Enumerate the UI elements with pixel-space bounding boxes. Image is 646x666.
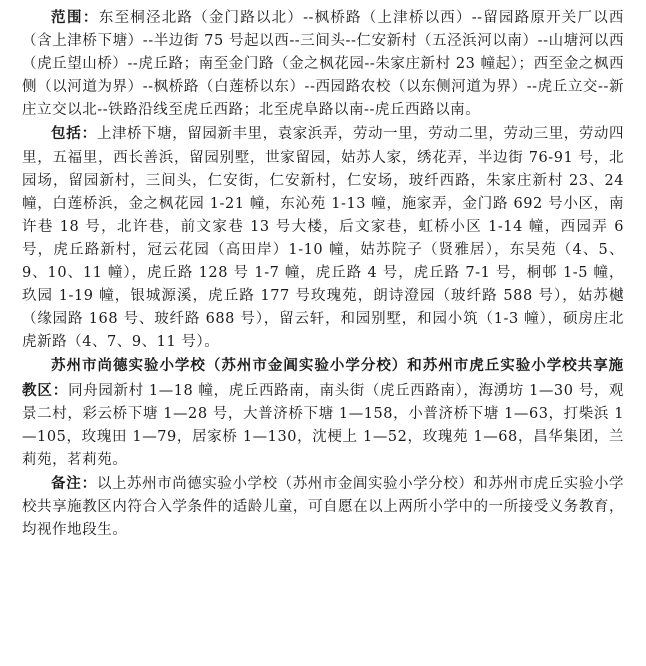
note-text: 以上苏州市尚德实验小学校（苏州市金阊实验小学分校）和苏州市虎丘实验小学校共享施教区内符合入学条件的适龄儿童，可自愿在以上两所小学中的一所接受义务教育，均视作地段生。 (22, 475, 624, 539)
includes-text: 上津桥下塘，留园新丰里，袁家浜弄，劳动一里，劳动二里，劳动三里，劳动四里，五福里，西长善浜，留园别墅，世家留园，姑苏人家，绣花弄，半边街 76-91 号，北园场，留园新村，三间头，仁安街，仁安新村，仁安场，玻纤西路，朱家庄新村 23、24 幢，白莲桥浜，金之枫花园 1-21 幢，东沁苑 1-13 幢，施家弄，金门路 692 号小区，南许巷 18 号，北许巷，前文家巷 13 号大楼，后文家巷，虹桥小区 1-14 幢，西园弄 6 号，虎丘路新村，冠云花园（高田岸）1-10 幢，姑苏院子（贤雅居），东吴苑（4、5、9、10、11 幢），虎丘路 128 号 1-7 幢，虎丘路 4 号，虎丘路 7-1 号，桐邨 1-5 幢，玖园 1-19 幢，银城源溪，虎丘路 177 号玫瑰苑，朗诗澄园（玻纤路 588 号），姑苏樾（缘园路 168 号、玻纤路 688 号），留云轩，和园别墅，和园小筑（1-3 幢），硕房庄北虎新路（4、7、9、11 号）。 (22, 126, 624, 351)
includes-paragraph (22, 122, 624, 354)
scope-label: 范围： (51, 9, 99, 26)
shared-district-text: 同舟园新村 1—18 幢，虎丘西路南，南头街（虎丘西路南），海湧坊 1—30 号，观景二村，彩云桥下塘 1—28 号，大普济桥下塘 1—158，小普济桥下塘 1—63，打柴浜 1—105，玫瑰田 1—79，居家桥 1—130，沈梗上 1—52，玫瑰苑 1—68，昌华集团，兰莉苑，茗莉苑。 (22, 382, 624, 468)
includes-label: 包括： (51, 125, 97, 143)
scope-text: 东至桐泾北路（金门路以北）--枫桥路（上津桥以西）--留园路原开关厂以西（含上津桥下塘）--半边街 75 号起以西--三间头--仁安新村（五泾浜河以南）--山塘河以西（虎丘望山桥）--虎丘路；南至金门路（金之枫花园--朱家庄新村 23 幢起）；西至金之枫西侧（以河道为界）--枫桥路（白莲桥以东）--西园路农校（以东侧河道为界）--虎丘立交--新庄立交以北--铁路沿线至虎丘西路；北至虎阜路以南--虎丘西路以南。 (22, 10, 624, 119)
shared-district-paragraph (22, 354, 624, 471)
shared-district-label: 苏州市尚德实验小学校（苏州市金阊实验小学分校）和苏州市虎丘实验小学校共享施教区： (22, 357, 624, 399)
note-label: 备注： (51, 474, 97, 492)
note-paragraph (22, 472, 624, 542)
scope-paragraph (22, 6, 624, 122)
